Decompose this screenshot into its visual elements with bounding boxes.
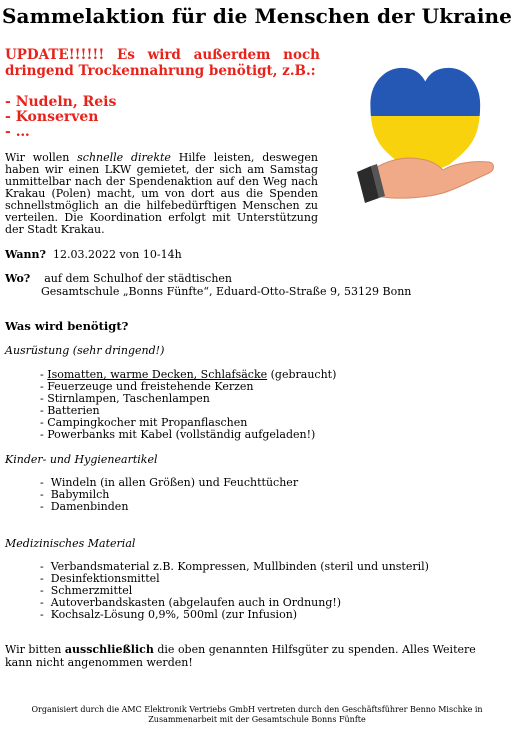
list-item: - Konserven (5, 110, 116, 125)
footer-credit: Organisiert durch die AMC Elektronik Vertriebs GmbH vertreten durch den Geschäftsführer Benno Mischke in Zusammenarbeit mit der Gesamtschule Bonns Fünfte (31, 705, 483, 724)
section-title: Kinder- und Hygieneartikel (5, 453, 158, 466)
when-row: Wann? 12.03.2022 von 10-14h (5, 248, 182, 261)
list-item: - Powerbanks mit Kabel (vollständig aufgeladen!) (40, 428, 316, 441)
list-item: - Feuerzeuge und freistehende Kerzen (40, 380, 254, 393)
list-item: - Kochsalz-Lösung 0,9%, 500ml (zur Infusion) (40, 608, 298, 621)
medical-list (40, 561, 429, 621)
list-item: - Schmerzmittel (40, 584, 133, 597)
intro-paragraph: Wir wollen schnelle direkte Hilfe leisten, deswegen haben wir einen LKW gemietet, der sich am Samstag unmittelbar nach der Spendenaktion auf den Weg nach Krakau (Polen) macht, um von dort aus die Spenden schnellstmöglich an die hilfebedürftigen Menschen zu verteilen. Die Koordination erfolgt mit Unterstützung der Stadt Krakau. (5, 151, 318, 236)
list-item: - Stirnlampen, Taschenlampen (40, 392, 210, 405)
section-title: Medizinisches Material (5, 537, 136, 550)
list-item: - … (5, 125, 116, 140)
list-item: - Campingkocher mit Propanflaschen (40, 416, 248, 429)
needed-heading: Was wird benötigt? (5, 319, 129, 333)
list-item: - Windeln (in allen Größen) und Feuchttücher (40, 476, 299, 489)
list-item: - Nudeln, Reis (5, 95, 116, 110)
page-title: Sammelaktion für die Menschen der Ukraine (1, 4, 513, 28)
list-item: - Desinfektionsmittel (40, 572, 160, 585)
where-row: Wo? auf dem Schulhof der städtischen Gesamtschule „Bonns Fünfte“, Eduard-Otto-Straße 9, 53129 Bonn (5, 272, 412, 298)
list-item: - Autoverbandskasten (abgelaufen auch in Ordnung!) (40, 596, 342, 609)
list-item: - Verbandsmaterial z.B. Kompressen, Mullbinden (steril und unsteril) (40, 560, 429, 573)
closing-note: Wir bitten ausschließlich die oben genannten Hilfsgüter zu spenden. Alles Weitere kann nicht angenommen werden! (5, 643, 476, 669)
hygiene-list (40, 477, 298, 513)
equipment-list (40, 369, 336, 441)
list-item: - Isomatten, warme Decken, Schlafsäcke (gebraucht) (40, 368, 337, 381)
list-item: - Batterien (40, 404, 100, 417)
section-title: Ausrüstung (sehr dringend!) (5, 344, 165, 357)
update-notice: UPDATE!!!!!! Es wird außerdem noch dringend Trockennahrung benötigt, z.B.: (5, 47, 320, 79)
heart-in-hand-illustration (355, 60, 495, 205)
list-item: - Damenbinden (40, 500, 129, 513)
list-item: - Babymilch (40, 488, 110, 501)
hand-icon (357, 158, 494, 203)
update-list (5, 95, 116, 140)
